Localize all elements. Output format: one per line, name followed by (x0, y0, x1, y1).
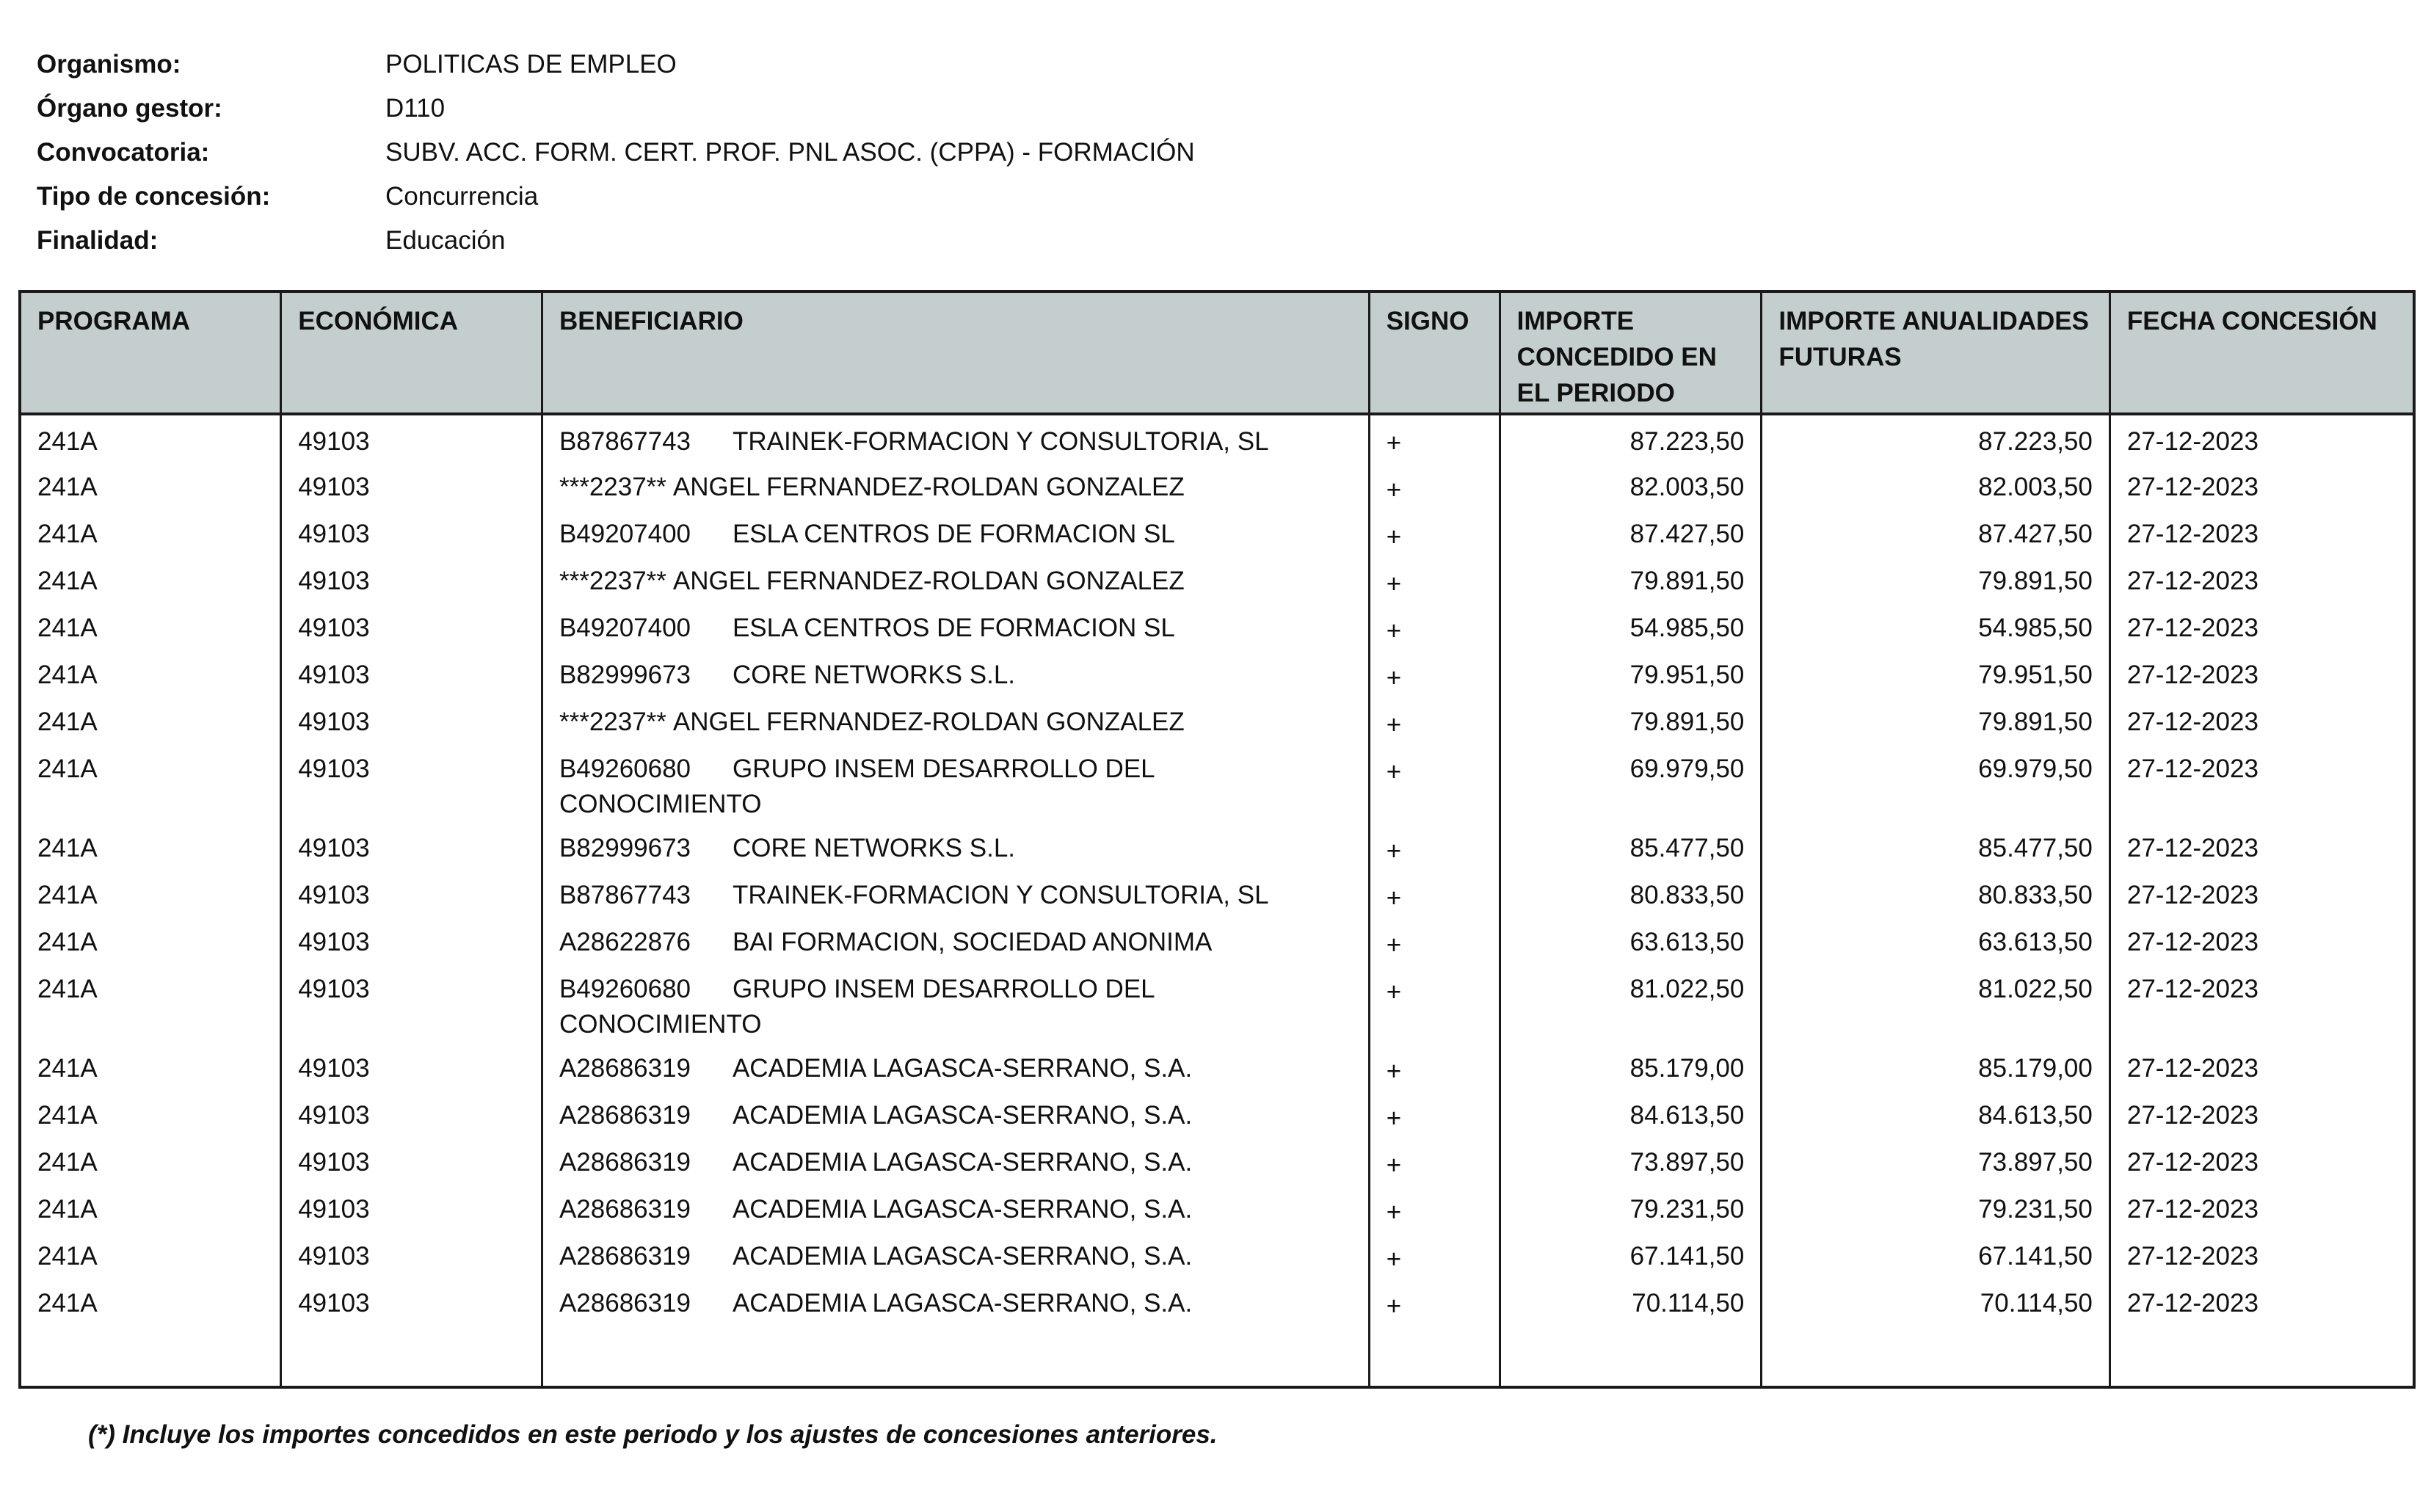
cell-fecha: 27-12-2023 (2110, 462, 2414, 509)
beneficiario-nif: B87867743 (559, 427, 691, 456)
cell-importe-futuras: 81.022,50 (1762, 964, 2110, 1044)
cell-importe-futuras: 79.891,50 (1762, 697, 2110, 744)
beneficiario-nif: B82999673 (559, 661, 691, 689)
cell-programa: 241A (20, 964, 281, 1044)
beneficiario-nombre: TRAINEK-FORMACION Y CONSULTORIA, SL (732, 427, 1269, 456)
cell-importe-periodo: 70.114,50 (1500, 1279, 1762, 1326)
beneficiario-nombre: TRAINEK-FORMACION Y CONSULTORIA, SL (732, 881, 1269, 909)
cell-importe-futuras: 79.231,50 (1762, 1185, 2110, 1232)
cell-signo: + (1369, 414, 1500, 462)
cell-importe-periodo: 87.223,50 (1500, 414, 1762, 462)
beneficiario-nombre: GRUPO INSEM DESARROLLO DEL CONOCIMIENTO (559, 975, 1155, 1039)
cell-importe-futuras: 67.141,50 (1762, 1232, 2110, 1279)
cell-programa: 241A (20, 1091, 281, 1138)
cell-importe-periodo: 79.891,50 (1500, 556, 1762, 603)
table-row (20, 1044, 2414, 1091)
cell-fecha: 27-12-2023 (2110, 603, 2414, 650)
beneficiario-nombre: CORE NETWORKS S.L. (732, 661, 1016, 689)
cell-importe-futuras: 69.979,50 (1762, 744, 2110, 824)
cell-economica: 49103 (281, 1232, 542, 1279)
cell-fecha: 27-12-2023 (2110, 650, 2414, 697)
col-header-signo: SIGNO (1369, 291, 1500, 414)
cell-programa: 241A (20, 744, 281, 824)
cell-programa: 241A (20, 603, 281, 650)
cell-importe-periodo: 79.951,50 (1500, 650, 1762, 697)
cell-beneficiario (542, 509, 1369, 556)
cell-economica: 49103 (281, 744, 542, 824)
organo-gestor-label: Órgano gestor: (37, 94, 222, 123)
beneficiario-nif: B49207400 (559, 520, 691, 548)
cell-fecha: 27-12-2023 (2110, 1044, 2414, 1091)
cell-signo: + (1369, 509, 1500, 556)
table-filler-row (20, 1326, 2414, 1387)
cell-programa: 241A (20, 556, 281, 603)
concessions-table (18, 290, 2416, 1389)
table-row (20, 462, 2414, 509)
cell-economica: 49103 (281, 964, 542, 1044)
table-row (20, 1185, 2414, 1232)
table-row (20, 1232, 2414, 1279)
table-row (20, 650, 2414, 697)
cell-importe-periodo: 67.141,50 (1500, 1232, 1762, 1279)
cell-importe-periodo: 87.427,50 (1500, 509, 1762, 556)
cell-signo: + (1369, 1279, 1500, 1326)
cell-economica: 49103 (281, 824, 542, 871)
cell-importe-futuras: 79.891,50 (1762, 556, 2110, 603)
cell-economica: 49103 (281, 1185, 542, 1232)
cell-programa: 241A (20, 1185, 281, 1232)
cell-signo: + (1369, 462, 1500, 509)
cell-importe-futuras: 87.427,50 (1762, 509, 2110, 556)
beneficiario-nombre: ESLA CENTROS DE FORMACION SL (732, 520, 1175, 548)
beneficiario-nif: A28686319 (559, 1242, 691, 1271)
col-header-importe-periodo: IMPORTE CONCEDIDO EN EL PERIODO (1500, 291, 1762, 414)
cell-importe-futuras: 79.951,50 (1762, 650, 2110, 697)
cell-fecha: 27-12-2023 (2110, 1091, 2414, 1138)
col-header-programa: PROGRAMA (20, 291, 281, 414)
table-row (20, 871, 2414, 917)
cell-beneficiario (542, 697, 1369, 744)
cell-fecha: 27-12-2023 (2110, 917, 2414, 964)
cell-importe-futuras: 84.613,50 (1762, 1091, 2110, 1138)
cell-fecha: 27-12-2023 (2110, 414, 2414, 462)
col-header-economica: ECONÓMICA (281, 291, 542, 414)
organo-gestor-value: D110 (385, 94, 446, 123)
cell-programa: 241A (20, 1138, 281, 1185)
beneficiario-nombre: GRUPO INSEM DESARROLLO DEL CONOCIMIENTO (559, 755, 1155, 818)
cell-economica: 49103 (281, 462, 542, 509)
cell-signo: + (1369, 964, 1500, 1044)
cell-beneficiario (542, 1279, 1369, 1326)
cell-fecha: 27-12-2023 (2110, 744, 2414, 824)
cell-signo: + (1369, 603, 1500, 650)
convocatoria-row (37, 131, 1195, 175)
cell-programa: 241A (20, 917, 281, 964)
cell-economica: 49103 (281, 414, 542, 462)
cell-importe-futuras: 70.114,50 (1762, 1279, 2110, 1326)
beneficiario-nombre: ACADEMIA LAGASCA-SERRANO, S.A. (732, 1289, 1193, 1317)
cell-programa: 241A (20, 650, 281, 697)
table-row (20, 1279, 2414, 1326)
cell-beneficiario (542, 1232, 1369, 1279)
cell-importe-periodo: 82.003,50 (1500, 462, 1762, 509)
cell-economica: 49103 (281, 603, 542, 650)
cell-beneficiario (542, 556, 1369, 603)
cell-programa: 241A (20, 1279, 281, 1326)
cell-beneficiario (542, 744, 1369, 824)
cell-signo: + (1369, 871, 1500, 917)
cell-importe-periodo: 54.985,50 (1500, 603, 1762, 650)
table-row (20, 1091, 2414, 1138)
cell-economica: 49103 (281, 1279, 542, 1326)
beneficiario-nombre: ACADEMIA LAGASCA-SERRANO, S.A. (732, 1242, 1193, 1271)
cell-beneficiario (542, 1091, 1369, 1138)
cell-economica: 49103 (281, 917, 542, 964)
organismo-value: POLITICAS DE EMPLEO (385, 50, 677, 79)
beneficiario-nombre: ANGEL FERNANDEZ-ROLDAN GONZALEZ (672, 567, 1185, 595)
cell-signo: + (1369, 1185, 1500, 1232)
cell-fecha: 27-12-2023 (2110, 964, 2414, 1044)
cell-beneficiario (542, 871, 1369, 917)
cell-beneficiario (542, 650, 1369, 697)
cell-economica: 49103 (281, 697, 542, 744)
beneficiario-nif: ***2237** (559, 708, 666, 736)
cell-economica: 49103 (281, 1044, 542, 1091)
finalidad-value: Educación (385, 226, 506, 255)
cell-signo: + (1369, 650, 1500, 697)
table-header-row (20, 291, 2414, 414)
beneficiario-nombre: ANGEL FERNANDEZ-ROLDAN GONZALEZ (672, 473, 1185, 501)
cell-economica: 49103 (281, 650, 542, 697)
cell-importe-futuras: 85.477,50 (1762, 824, 2110, 871)
col-header-importe-futuras: IMPORTE ANUALIDADES FUTURAS (1762, 291, 2110, 414)
cell-importe-futuras: 63.613,50 (1762, 917, 2110, 964)
beneficiario-nif: A28686319 (559, 1101, 691, 1130)
cell-programa: 241A (20, 824, 281, 871)
cell-importe-periodo: 63.613,50 (1500, 917, 1762, 964)
convocatoria-label: Convocatoria: (37, 138, 210, 167)
organismo-row (37, 43, 1195, 87)
table-row (20, 556, 2414, 603)
col-header-beneficiario: BENEFICIARIO (542, 291, 1369, 414)
cell-beneficiario (542, 462, 1369, 509)
table-row (20, 414, 2414, 462)
beneficiario-nombre: ACADEMIA LAGASCA-SERRANO, S.A. (732, 1101, 1193, 1130)
cell-importe-periodo: 81.022,50 (1500, 964, 1762, 1044)
cell-economica: 49103 (281, 1138, 542, 1185)
beneficiario-nombre: CORE NETWORKS S.L. (732, 834, 1016, 862)
beneficiario-nif: A28622876 (559, 928, 691, 956)
convocatoria-value: SUBV. ACC. FORM. CERT. PROF. PNL ASOC. (CPPA) - FORMACIÓN (385, 138, 1195, 167)
beneficiario-nombre: ESLA CENTROS DE FORMACION SL (732, 614, 1175, 642)
beneficiario-nombre: ACADEMIA LAGASCA-SERRANO, S.A. (732, 1054, 1193, 1083)
cell-programa: 241A (20, 414, 281, 462)
cell-beneficiario (542, 1138, 1369, 1185)
cell-economica: 49103 (281, 509, 542, 556)
cell-importe-futuras: 54.985,50 (1762, 603, 2110, 650)
beneficiario-nif: B87867743 (559, 881, 691, 909)
cell-beneficiario (542, 1044, 1369, 1091)
beneficiario-nif: ***2237** (559, 567, 666, 595)
cell-programa: 241A (20, 697, 281, 744)
cell-importe-futuras: 87.223,50 (1762, 414, 2110, 462)
cell-signo: + (1369, 917, 1500, 964)
cell-importe-periodo: 73.897,50 (1500, 1138, 1762, 1185)
table-row (20, 824, 2414, 871)
cell-signo: + (1369, 556, 1500, 603)
cell-beneficiario (542, 917, 1369, 964)
cell-importe-periodo: 79.891,50 (1500, 697, 1762, 744)
cell-signo: + (1369, 697, 1500, 744)
cell-fecha: 27-12-2023 (2110, 1138, 2414, 1185)
cell-beneficiario (542, 824, 1369, 871)
tipo-concesion-row (37, 175, 1195, 219)
table-row (20, 964, 2414, 1044)
cell-economica: 49103 (281, 1091, 542, 1138)
cell-importe-futuras: 85.179,00 (1762, 1044, 2110, 1091)
beneficiario-nif: B82999673 (559, 834, 691, 862)
beneficiario-nombre: ACADEMIA LAGASCA-SERRANO, S.A. (732, 1148, 1193, 1177)
beneficiario-nif: B49260680 (559, 975, 691, 1003)
finalidad-label: Finalidad: (37, 226, 159, 255)
cell-programa: 241A (20, 509, 281, 556)
beneficiario-nif: ***2237** (559, 473, 666, 501)
table-row (20, 744, 2414, 824)
document-header (37, 43, 1195, 263)
cell-fecha: 27-12-2023 (2110, 509, 2414, 556)
cell-fecha: 27-12-2023 (2110, 1185, 2414, 1232)
table-row (20, 509, 2414, 556)
cell-fecha: 27-12-2023 (2110, 1232, 2414, 1279)
table-row (20, 697, 2414, 744)
tipo-concesion-label: Tipo de concesión: (37, 182, 271, 211)
cell-signo: + (1369, 824, 1500, 871)
beneficiario-nombre: ANGEL FERNANDEZ-ROLDAN GONZALEZ (672, 708, 1185, 736)
cell-importe-futuras: 82.003,50 (1762, 462, 2110, 509)
cell-programa: 241A (20, 1044, 281, 1091)
cell-fecha: 27-12-2023 (2110, 871, 2414, 917)
table-row (20, 1138, 2414, 1185)
cell-fecha: 27-12-2023 (2110, 824, 2414, 871)
cell-importe-periodo: 69.979,50 (1500, 744, 1762, 824)
cell-economica: 49103 (281, 871, 542, 917)
beneficiario-nif: A28686319 (559, 1054, 691, 1083)
cell-importe-periodo: 79.231,50 (1500, 1185, 1762, 1232)
footnote: (*) Incluye los importes concedidos en este periodo y los ajustes de concesiones anteriores. (88, 1420, 1218, 1449)
cell-importe-periodo: 85.477,50 (1500, 824, 1762, 871)
beneficiario-nif: A28686319 (559, 1148, 691, 1177)
cell-signo: + (1369, 1044, 1500, 1091)
cell-signo: + (1369, 1091, 1500, 1138)
cell-signo: + (1369, 744, 1500, 824)
cell-beneficiario (542, 603, 1369, 650)
finalidad-row (37, 219, 1195, 263)
cell-importe-periodo: 84.613,50 (1500, 1091, 1762, 1138)
beneficiario-nif: A28686319 (559, 1289, 691, 1317)
organo-gestor-row (37, 87, 1195, 131)
beneficiario-nif: B49207400 (559, 614, 691, 642)
cell-fecha: 27-12-2023 (2110, 1279, 2414, 1326)
cell-economica: 49103 (281, 556, 542, 603)
col-header-fecha: FECHA CONCESIÓN (2110, 291, 2414, 414)
cell-fecha: 27-12-2023 (2110, 556, 2414, 603)
cell-importe-periodo: 85.179,00 (1500, 1044, 1762, 1091)
beneficiario-nif: A28686319 (559, 1195, 691, 1224)
beneficiario-nif: B49260680 (559, 755, 691, 783)
cell-beneficiario (542, 964, 1369, 1044)
organismo-label: Organismo: (37, 50, 181, 79)
cell-programa: 241A (20, 871, 281, 917)
cell-importe-futuras: 73.897,50 (1762, 1138, 2110, 1185)
cell-signo: + (1369, 1138, 1500, 1185)
cell-programa: 241A (20, 462, 281, 509)
cell-importe-futuras: 80.833,50 (1762, 871, 2110, 917)
beneficiario-nombre: ACADEMIA LAGASCA-SERRANO, S.A. (732, 1195, 1193, 1224)
beneficiario-nombre: BAI FORMACION, SOCIEDAD ANONIMA (732, 928, 1213, 956)
cell-signo: + (1369, 1232, 1500, 1279)
table-row (20, 917, 2414, 964)
cell-beneficiario (542, 1185, 1369, 1232)
cell-beneficiario (542, 414, 1369, 462)
cell-importe-periodo: 80.833,50 (1500, 871, 1762, 917)
cell-fecha: 27-12-2023 (2110, 697, 2414, 744)
cell-programa: 241A (20, 1232, 281, 1279)
tipo-concesion-value: Concurrencia (385, 182, 539, 211)
table-row (20, 603, 2414, 650)
